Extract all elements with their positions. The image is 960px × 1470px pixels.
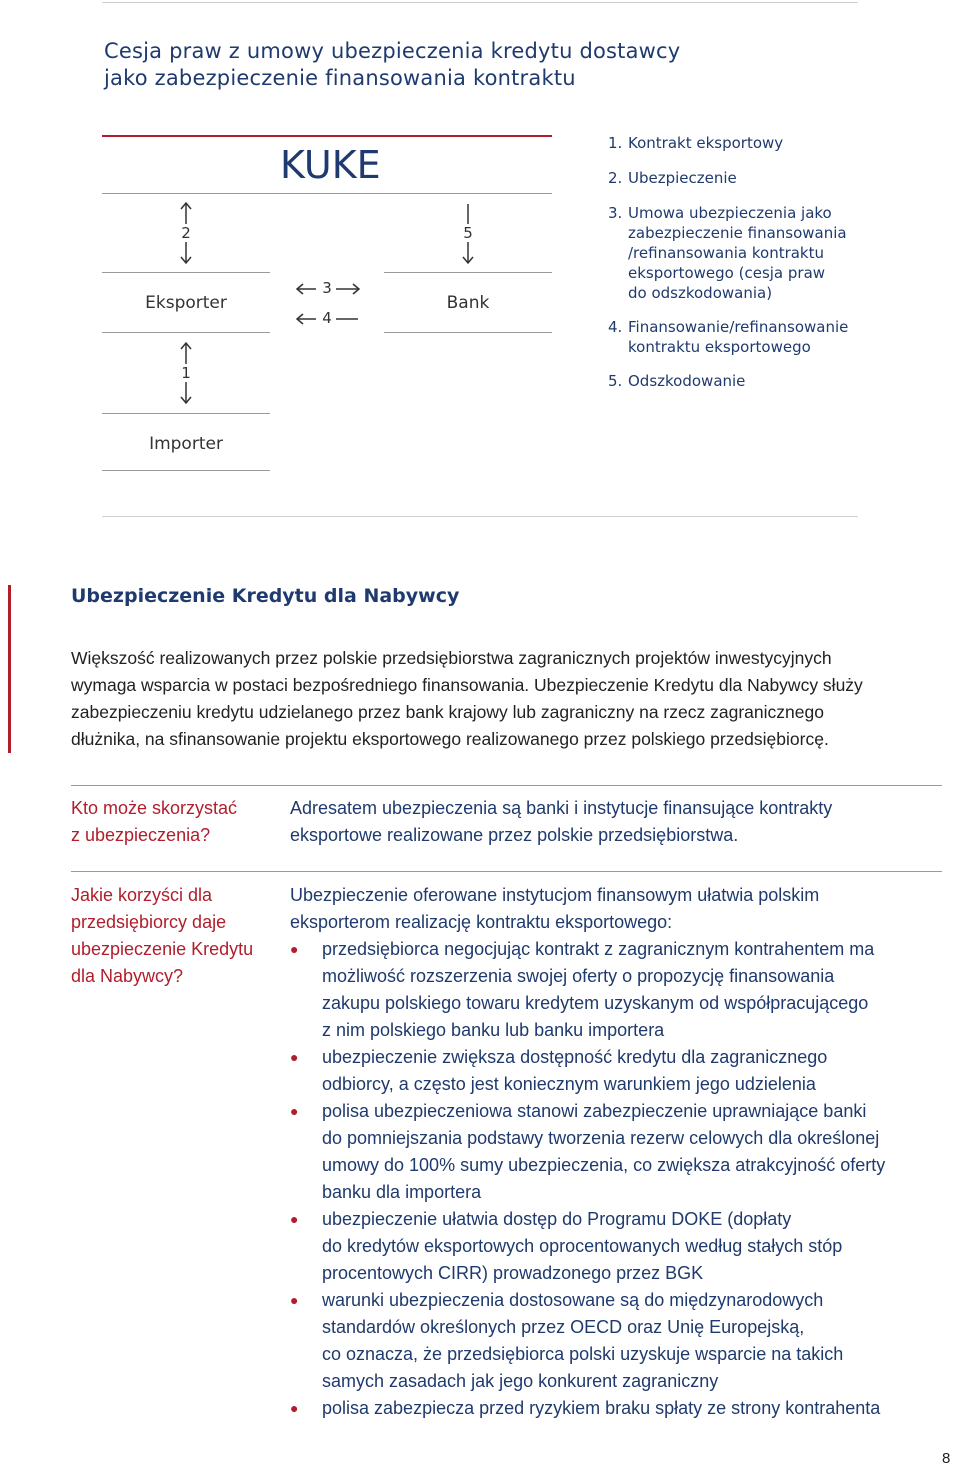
kuke-top-rule — [102, 135, 552, 137]
diagram-legend — [608, 133, 908, 391]
list-item: ● ubezpieczenie ułatwia dostęp do Programu DOKE (dopłaty do kredytów eksportowych oprocentowanych według stałych stóp procentowych CIRR) prowadzonego przez BGK — [290, 1206, 940, 1287]
kuke-label: KUKE — [280, 143, 381, 187]
bank-bottom-rule — [384, 332, 552, 333]
arrow-2-label: 2 — [181, 224, 191, 242]
kuke-bottom-rule — [102, 193, 552, 194]
eksporter-bottom-rule — [102, 332, 270, 333]
arrow-1-label: 1 — [181, 364, 191, 382]
list-item: ● warunki ubezpieczenia dostosowane są do międzynarodowych standardów określonych przez OECD oraz Unię Europejską, co oznacza, że przedsiębiorca polski uzyskuje wsparcie na takich samych zasadach jak jego konkurent zagraniczny — [290, 1287, 940, 1395]
eksporter-node: Eksporter — [145, 293, 227, 313]
answer-benefits: Ubezpieczenie oferowane instytucjom finansowym ułatwia polskim eksporterom realizację kontraktu eksportowego: ● przedsiębiorca negocjując kontrakt z zagranicznym kontrahentem ma możliwość rozszerzenia swojej oferty o propozycję finansowania zakupu polskiego towaru kredytem uzyskanym od współpracującego z nim polskiego banku lub banku importera ● ubezpieczenie zwiększa dostępność kredytu dla zagranicznego odbiorcy, a często jest koniecznym warunkiem jego udzielenia ● polisa ubezpieczeniowa stanowi zabezpieczenie uprawniające banki do pomniejszania podstawy tworzenia rezerw celowych dla określonej umowy do 100% sumy ubezpieczenia, co zwiększa atrakcyjność oferty banku dla importera ● ubezpieczenie ułatwia dostęp do Programu DOKE (dopłaty do kredytów eksportowych oprocentowanych według stałych stóp procentowych CIRR) prowadzonego przez BGK ● warunki ubezpieczenia dostosowane są do międzynarodowych standardów określonych przez OECD oraz Unię Europejską, co oznacza, że przedsiębiorca polski uzyskuje wsparcie na takich samych zasadach jak jego konkurent zagraniczny ● polisa zabezpiecza przed ryzykiem braku spłaty ze strony kontrahenta — [290, 882, 940, 1422]
list-item: ● ubezpieczenie zwiększa dostępność kredytu dla zagranicznego odbiorcy, a często jest koniecznym warunkiem jego udzielenia — [290, 1044, 940, 1098]
bullet-icon: ● — [290, 1211, 299, 1227]
bullet-icon: ● — [290, 1400, 299, 1416]
list-item: ● polisa zabezpiecza przed ryzykiem braku spłaty ze strony kontrahenta — [290, 1395, 940, 1422]
legend-item-1: 1. Kontrakt eksportowy — [608, 134, 784, 152]
importer-node: Importer — [149, 434, 223, 454]
bullet-icon: ● — [290, 1292, 299, 1308]
arrow-5-label: 5 — [463, 224, 473, 242]
question-benefits: Jakie korzyści dla przedsiębiorcy daje ubezpieczenie Kredytu dla Nabywcy? — [71, 885, 254, 986]
bullet-icon: ● — [290, 1049, 299, 1065]
answer-who: Adresatem ubezpieczenia są banki i instytucje finansujące kontrakty eksportowe realizowane przez polskie przedsiębiorstwa. — [290, 798, 833, 845]
eksporter-top-rule — [102, 272, 270, 273]
diagram-title-line2: jako zabezpieczenie finansowania kontraktu — [104, 66, 576, 90]
legend-item-4: 4. Finansowanie/refinansowanie kontraktu eksportowego — [608, 318, 849, 356]
legend-item-3: 3. Umowa ubezpieczenia jako zabezpieczenie finansowania /refinansowania kontraktu eksportowego (cesja praw do odszkodowania) — [608, 204, 847, 302]
legend-item-5: 5. Odszkodowanie — [608, 372, 746, 390]
qa-divider-1 — [71, 785, 942, 786]
list-item: ● przedsiębiorca negocjując kontrakt z zagranicznym kontrahentem ma możliwość rozszerzenia swojej oferty o propozycję finansowania zakupu polskiego towaru kredytem uzyskanym od współpracującego z nim polskiego banku lub banku importera — [290, 936, 940, 1044]
diagram-title — [104, 38, 804, 92]
importer-bottom-rule — [102, 470, 270, 471]
bullet-icon: ● — [290, 941, 299, 957]
section-intro: Większość realizowanych przez polskie przedsiębiorstwa zagranicznych projektów inwestycyjnych wymaga wsparcia w postaci bezpośredniego finansowania. Ubezpieczenie Kredytu dla Nabywcy służy zabezpieczeniu kredytu udzielanego przez bank krajowy lub zagraniczny na rzecz zagranicznego dłużnika, na sfinansowanie projektu eksportowego realizowanego przez polskiego przedsiębiorcę. — [71, 648, 863, 749]
bank-node: Bank — [446, 293, 490, 313]
qa-divider-2 — [71, 871, 942, 872]
benefits-list — [290, 936, 940, 1422]
legend-item-2: 2. Ubezpieczenie — [608, 169, 737, 187]
page-number: 8 — [942, 1450, 951, 1467]
diagram-bottom-divider — [102, 516, 858, 517]
arrow-3-label: 3 — [322, 279, 332, 297]
section-title: Ubezpieczenie Kredytu dla Nabywcy — [71, 585, 460, 607]
bullet-icon: ● — [290, 1103, 299, 1119]
diagram-title-line1: Cesja praw z umowy ubezpieczenia kredytu dostawcy — [104, 39, 681, 63]
importer-top-rule — [102, 413, 270, 414]
bank-top-rule — [384, 272, 552, 273]
top-divider — [102, 2, 858, 3]
question-who: Kto może skorzystać z ubezpieczenia? — [71, 798, 238, 845]
section-accent-bar — [8, 585, 11, 753]
arrow-4-label: 4 — [322, 309, 332, 327]
list-item: ● polisa ubezpieczeniowa stanowi zabezpieczenie uprawniające banki do pomniejszania podstawy tworzenia rezerw celowych dla określonej umowy do 100% sumy ubezpieczenia, co zwiększa atrakcyjność oferty banku dla importera — [290, 1098, 940, 1206]
